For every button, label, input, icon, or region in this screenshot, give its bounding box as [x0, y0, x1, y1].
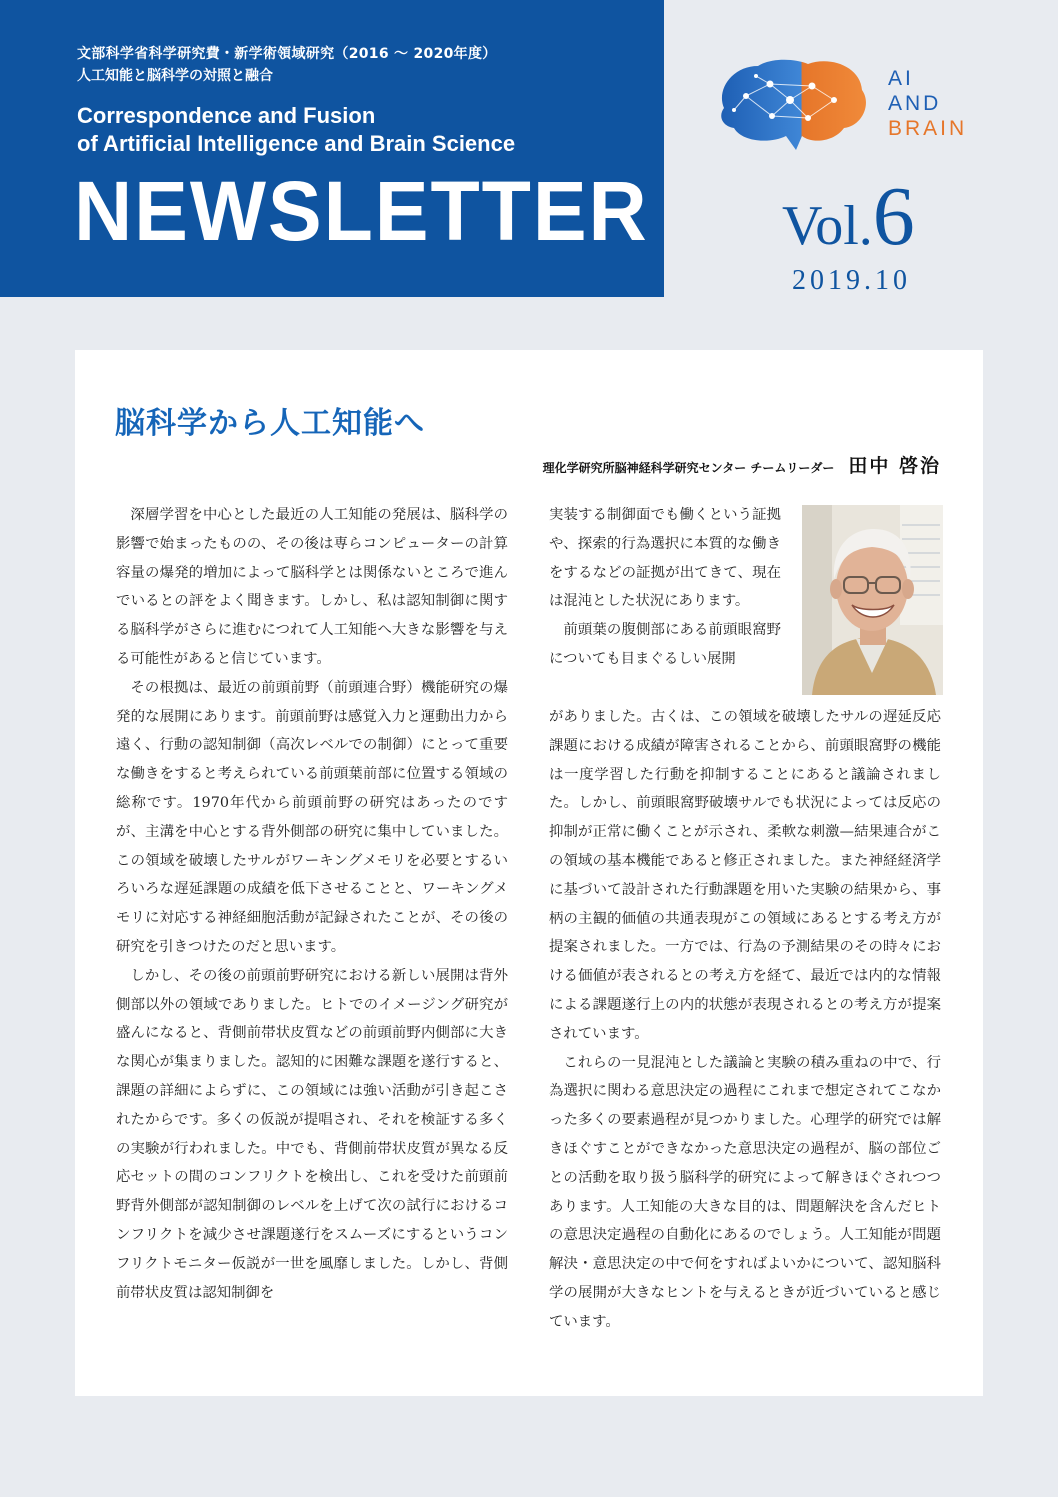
author-name: 田中 啓治: [848, 455, 941, 477]
vol-label: Vol.: [782, 195, 873, 257]
english-title: [77, 102, 515, 158]
logo-line-brain: BRAIN: [888, 117, 968, 140]
paragraph: その根拠は、最近の前頭前野（前頭連合野）機能研究の爆発的な展開にあります。前頭前野は感覚入力と運動出力から遠く、行動の認知制御（高次レベルでの制御）にとって重要な働きをすると考えられている前頭葉前部に位置する領域の総称です。1970年代から前頭前野の研究はあったのですが、主溝を中心とする背外側部の研究に集中していました。この領域を破壊したサルがワーキングメモリを必要とするいろいろな遅延課題の成績を低下させることと、ワーキングメモリに対応する神経細胞活動が記録されたことが、その後の研究を引きつけたのだと思います。: [116, 679, 508, 955]
newsletter-title: NEWSLETTER: [74, 164, 649, 258]
article-column-left: [116, 501, 508, 1307]
vol-number: 6: [872, 170, 915, 263]
article-title: 脳科学から人工知能へ: [115, 406, 425, 441]
english-title-line2: of Artificial Intelligence and Brain Science: [77, 131, 516, 156]
paragraph: 深層学習を中心とした最近の人工知能の発展は、脳科学の影響で始まったものの、その後は専らコンピューターの計算容量の爆発的増加によって脳科学とは関係ないところで進んでいるとの評をよく聞きます。しかし、私は認知制御に関する脳科学がさらに進むにつれて人工知能へ大きな影響を与える可能性があると信じています。: [116, 507, 508, 667]
author-affiliation: 理化学研究所脳神経科学研究センター チームリーダー: [542, 461, 835, 475]
paragraph: 前頭葉の腹側部にある前頭眼窩野についても目まぐるしい展開: [549, 622, 781, 667]
article-column-right-top: [549, 501, 781, 674]
header-band: [0, 0, 664, 297]
logo-line-and: AND: [888, 92, 942, 115]
issue-date: 2019.10: [792, 265, 911, 296]
grant-line2: 人工知能と脳科学の対照と融合: [77, 68, 273, 84]
volume-number: [782, 168, 915, 265]
article-card: [75, 350, 983, 1396]
logo-line-ai: AI: [888, 67, 914, 90]
paragraph: がありました。古くは、この領域を破壊したサルの遅延反応課題における成績が障害されることから、前頭眼窩野の機能は一度学習した行動を抑制することにあると議論されました。しかし、前頭眼窩野破壊サルでも状況によっては反応の抑制が正常に働くことが示され、柔軟な刺激—結果連合がこの領域の基本機能であると修正されました。また神経経済学に基づいて設計された行動課題を用いた実験の結果から、事柄の主観的価値の共通表現がこの領域にあるとする考え方が提案されました。一方では、行為の予測結果のその時々における価値が表されるとの考え方を経て、最近では内的な情報による課題遂行上の内的状態が表現されるとの考え方が提案されています。: [549, 709, 941, 1042]
article-column-right: [549, 703, 941, 1337]
author-portrait: [802, 505, 943, 695]
paragraph: しかし、その後の前頭前野研究における新しい展開は背外側部以外の領域でありました。ヒトでのイメージング研究が盛んになると、背側前帯状皮質などの前頭前野内側部に大きな関心が集まりました。認知的に困難な課題を遂行すると、課題の詳細によらずに、この領域には強い活動が引き起こされたからです。多くの仮説が提唱され、それを検証する多くの実験が行われました。中でも、背側前帯状皮質が異なる反応セットの間のコンフリクトを検出し、これを受けた前頭前野背外側部が認知制御のレベルを上げて次の試行におけるコンフリクトを減少させ課題遂行をスムーズにするというコンフリクトモニター仮説が一世を風靡しました。しかし、背側前帯状皮質は認知制御を: [116, 967, 508, 1301]
logo-text: [888, 66, 967, 141]
grant-line1: 文部科学省科学研究費・新学術領域研究（2016 ～ 2020年度）: [77, 46, 497, 62]
english-title-line1: Correspondence and Fusion: [77, 103, 376, 128]
paragraph: これらの一見混沌とした議論と実験の積み重ねの中で、行為選択に関わる意思決定の過程にこれまで想定されてこなかった多くの要素過程が見つかりました。心理学的研究では解きほぐすことができなかった意思決定の過程が、脳の部位ごとの活動を取り扱う脳科学的研究によって解きほぐされつつあります。人工知能の大きな目的は、問題解決を含んだヒトの意思決定過程の自動化にあるのでしょう。人工知能が問題解決・意思決定の中で何をすればよいかについて、認知脳科学の展開が大きなヒントを与えるときが近づいていると感じています。: [549, 1054, 941, 1330]
paragraph: 実装する制御面でも働くという証拠や、探索的行為選択に本質的な働きをするなどの証拠が出てきて、現在は混沌とした状況にあります。: [549, 507, 781, 610]
author-line: [543, 451, 941, 478]
brain-network-icon: [712, 56, 872, 152]
